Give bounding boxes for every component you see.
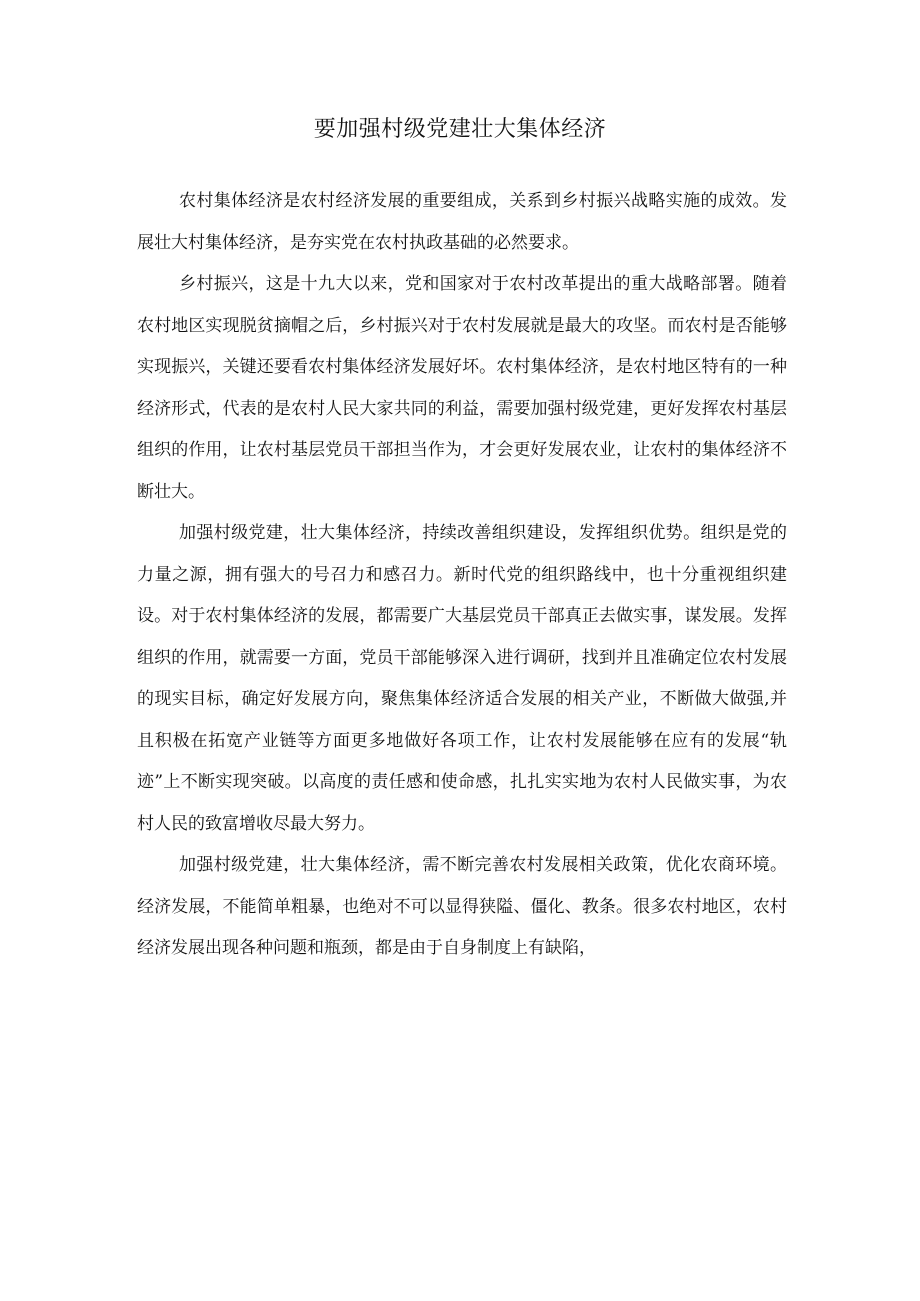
document-title: 要加强村级党建壮大集体经济 [313, 117, 607, 142]
paragraph-1: 农村集体经济是农村经济发展的重要组成，关系到乡村振兴战略实施的成效。发展壮大村集体经济，是夯实党在农村执政基础的必然要求。 [137, 191, 787, 253]
document-body [137, 181, 787, 970]
paragraph-3: 加强村级党建，壮大集体经济，持续改善组织建设，发挥组织优势。组织是党的力量之源，拥有强大的号召力和感召力。新时代党的组织路线中，也十分重视组织建设。对于农村集体经济的发展，都需要广大基层党员干部真正去做实事，谋发展。发挥组织的作用，就需要一方面，党员干部能够深入进行调研，找到并且准确定位农村发展的现实目标，确定好发展方向，聚焦集体经济适合发展的相关产业，不断做大做强,并且积极在拓宽产业链等方面更多地做好各项工作，让农村发展能够在应有的发展“轨迹”上不断实现突破。以高度的责任感和使命感，扎扎实实地为农村人民做实事，为农村人民的致富增收尽最大努力。 [137, 523, 787, 834]
paragraph-4: 加强村级党建，壮大集体经济，需不断完善农村发展相关政策，优化农商环境。经济发展，不能简单粗暴，也绝对不可以显得狭隘、僵化、教条。很多农村地区，农村经济发展出现各种问题和瓶颈，都是由于自身制度上有缺陷， [137, 855, 787, 958]
paragraph-2: 乡村振兴，这是十九大以来，党和国家对于农村改革提出的重大战略部署。随着农村地区实现脱贫摘帽之后，乡村振兴对于农村发展就是最大的攻坚。而农村是否能够实现振兴，关键还要看农村集体经济发展好坏。农村集体经济，是农村地区特有的一种经济形式，代表的是农村人民大家共同的利益，需要加强村级党建，更好发挥农村基层组织的作用，让农村基层党员干部担当作为，才会更好发展农业，让农村的集体经济不断壮大。 [137, 274, 787, 502]
